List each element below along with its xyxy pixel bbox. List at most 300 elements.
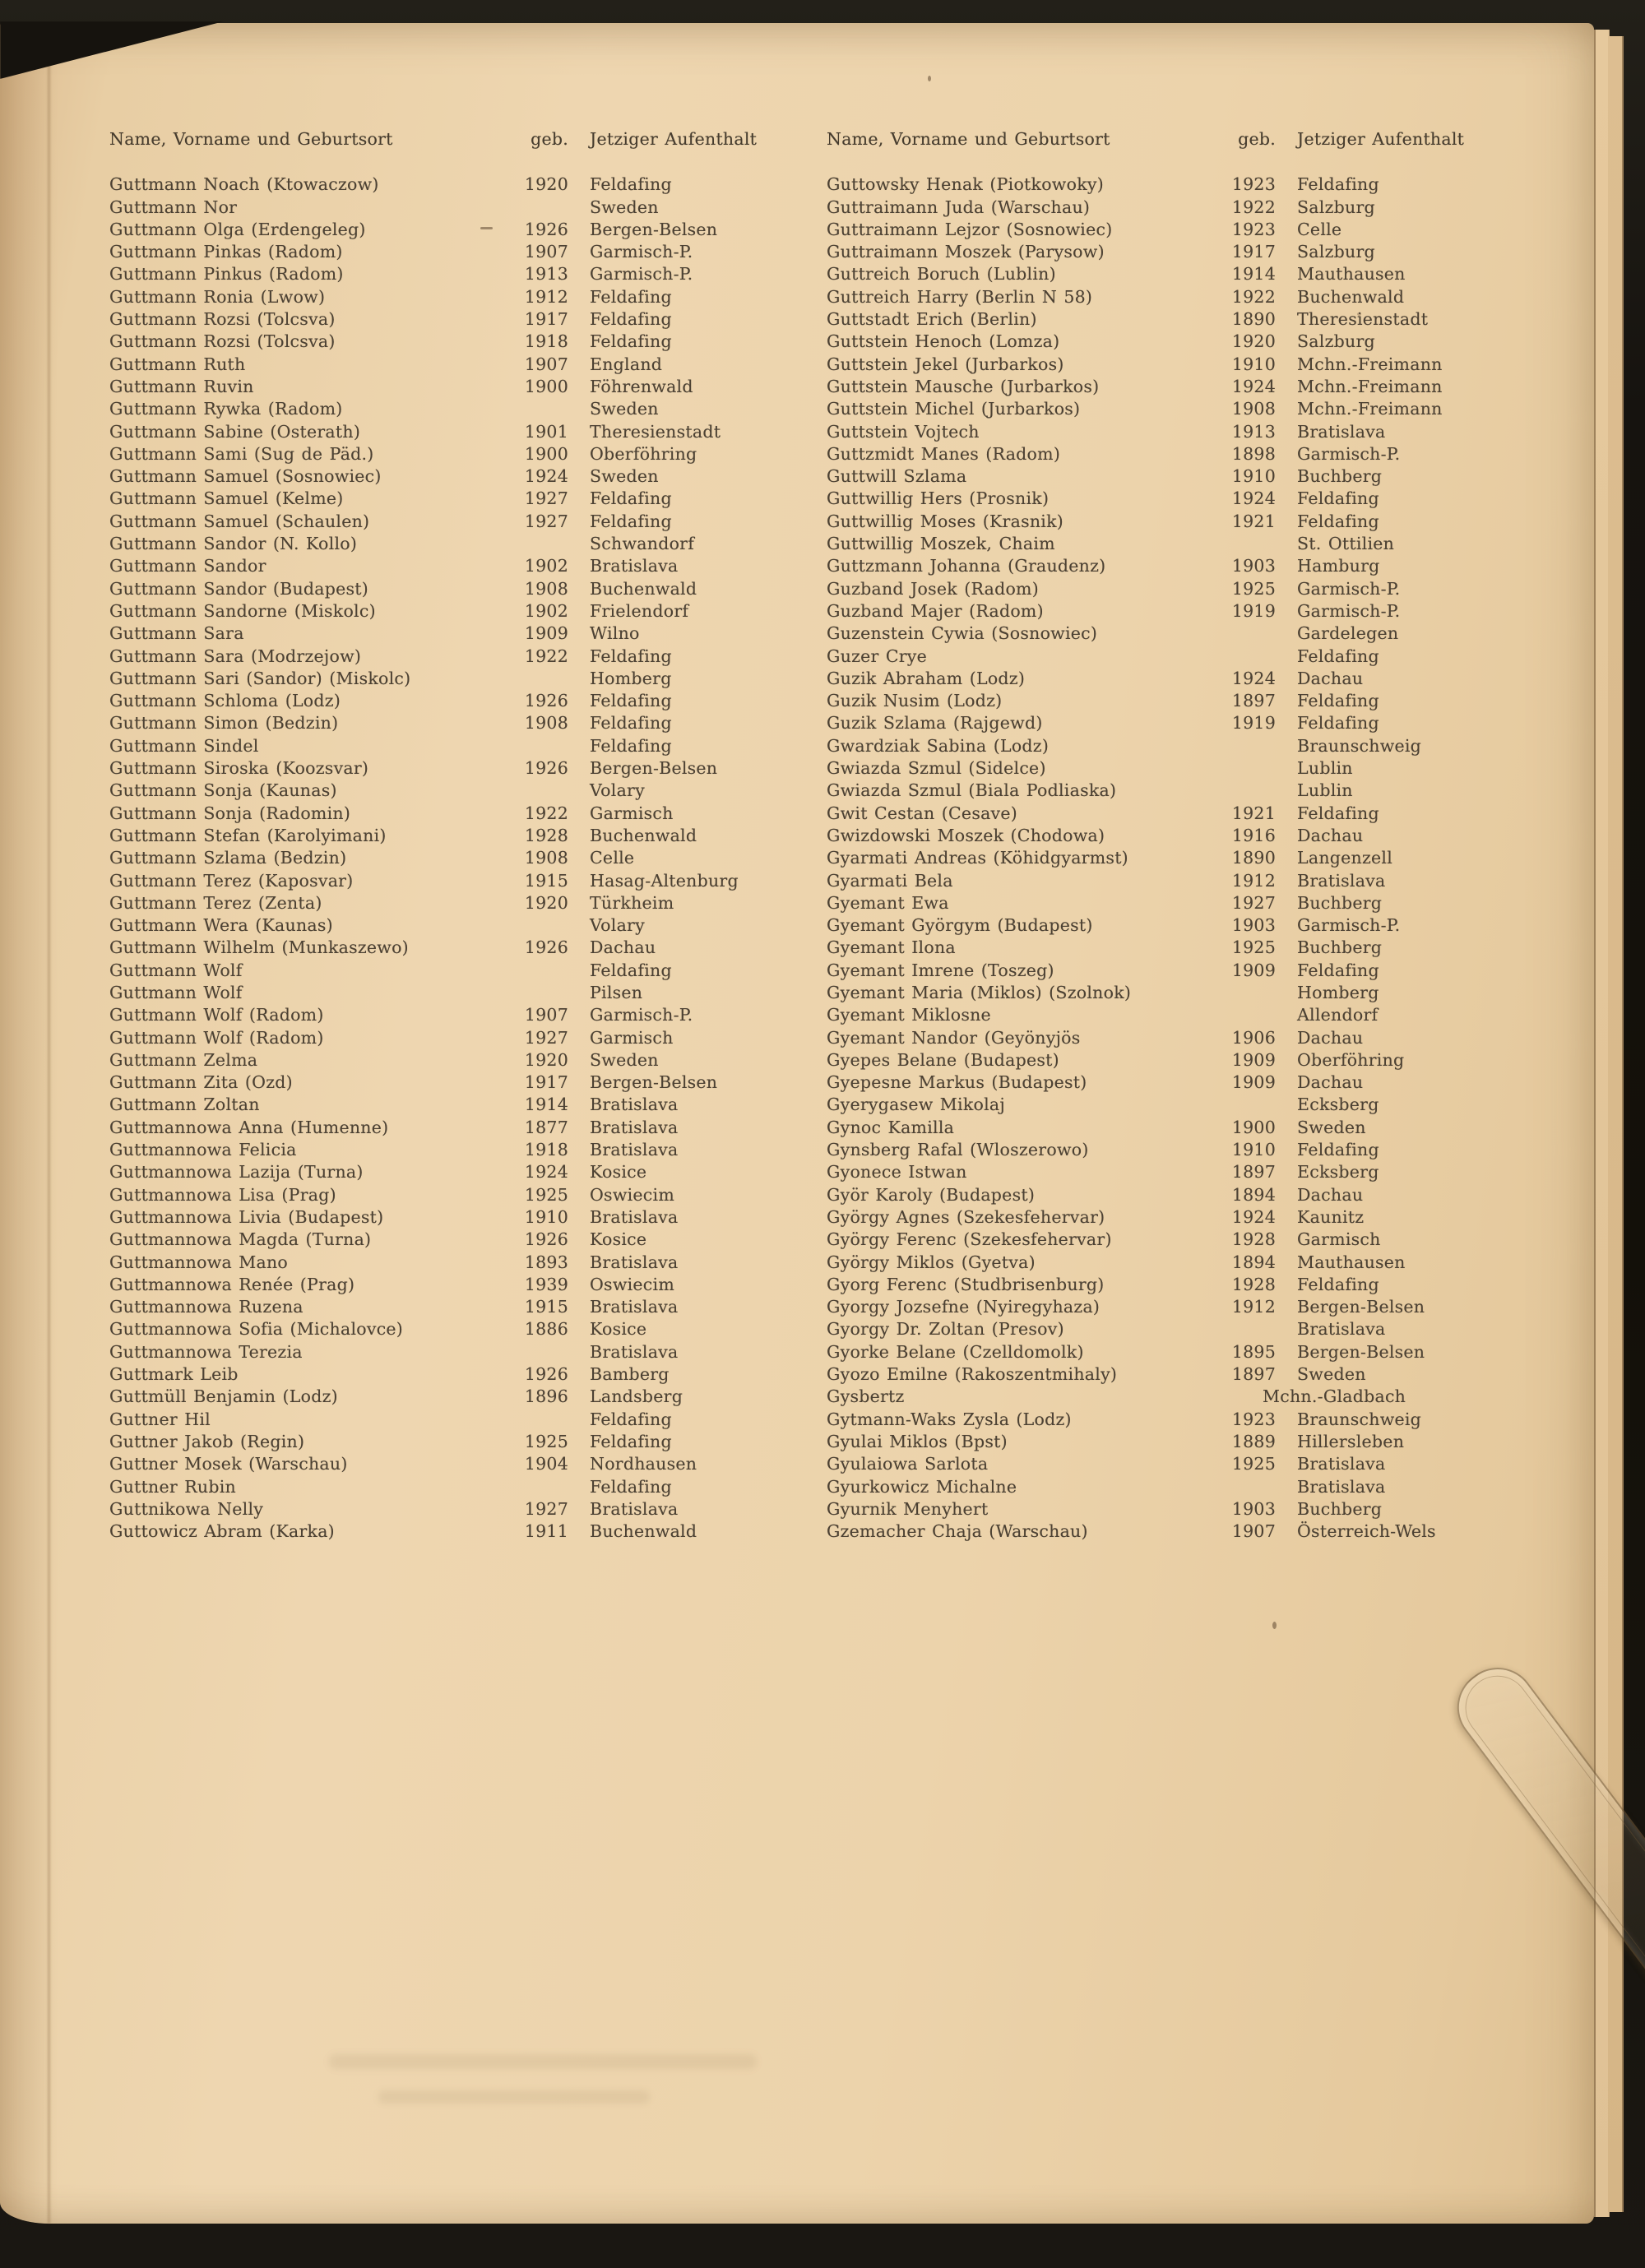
table-row bbox=[109, 1139, 836, 1161]
entry-place: Bratislava bbox=[590, 1498, 679, 1519]
column-header bbox=[827, 128, 1544, 150]
register-column-left bbox=[109, 128, 836, 1543]
entry-name: Guttmann Schloma (Lodz) bbox=[109, 691, 341, 711]
entry-place: Bratislava bbox=[590, 1095, 679, 1115]
entry-place: Feldafing bbox=[590, 488, 672, 509]
entry-year: 1915 bbox=[524, 1297, 568, 1317]
entry-name: Guttwillig Moszek, Chaim bbox=[827, 534, 1055, 554]
entry-name: Guttwillig Hers (Prosnik) bbox=[827, 488, 1050, 509]
entry-name: Guttowsky Henak (Piotkowoky) bbox=[827, 174, 1104, 195]
entry-place: Garmisch bbox=[590, 1027, 674, 1048]
entry-year: 1923 bbox=[1231, 174, 1276, 195]
entry-place: Feldafing bbox=[590, 286, 672, 307]
table-row bbox=[109, 1094, 836, 1116]
entry-place: Feldafing bbox=[590, 1409, 672, 1429]
entry-name: Guttmann Wera (Kaunas) bbox=[109, 915, 333, 936]
entry-year bbox=[1230, 533, 1276, 555]
entry-place: Buchberg bbox=[1297, 937, 1383, 958]
table-row bbox=[109, 1117, 836, 1139]
entry-place: Bergen-Belsen bbox=[1297, 1341, 1425, 1362]
entry-year: 1919 bbox=[1231, 600, 1276, 621]
table-row bbox=[109, 960, 836, 982]
entry-year bbox=[522, 197, 568, 219]
entry-place: Feldafing bbox=[1297, 488, 1379, 509]
entry-place: Feldafing bbox=[1297, 960, 1379, 980]
entry-year bbox=[522, 780, 568, 802]
entry-place: Dachau bbox=[590, 937, 656, 958]
entry-name: Gzemacher Chaja (Warschau) bbox=[827, 1521, 1088, 1542]
entry-place: Feldafing bbox=[1297, 1274, 1379, 1294]
table-row bbox=[827, 465, 1544, 488]
entry-place: Feldafing bbox=[1297, 646, 1379, 666]
entry-year bbox=[522, 735, 568, 757]
entry-place: Landsberg bbox=[590, 1386, 683, 1407]
entry-name: Guttmann Terez (Zenta) bbox=[109, 892, 322, 913]
entry-place: Mauthausen bbox=[1297, 1252, 1406, 1272]
entry-name: Guttmannowa Lisa (Prag) bbox=[109, 1184, 336, 1205]
entry-place: Salzburg bbox=[1297, 331, 1375, 352]
entry-place: Kosice bbox=[590, 1319, 647, 1340]
entry-name: Guttnikowa Nelly bbox=[109, 1498, 264, 1519]
entry-place: Feldafing bbox=[1297, 803, 1379, 823]
entry-year: 1927 bbox=[524, 1498, 568, 1519]
entry-year: 1900 bbox=[524, 376, 568, 396]
entry-place: Bratislava bbox=[590, 1117, 679, 1137]
entry-name: Guttmann Sabine (Osterath) bbox=[109, 421, 361, 442]
entry-place: Pilsen bbox=[590, 982, 643, 1002]
entry-name: Guttzmann Johanna (Graudenz) bbox=[827, 556, 1106, 576]
entry-name: Guttner Hil bbox=[109, 1409, 211, 1429]
entry-name: Gyarmati Bela bbox=[827, 870, 953, 891]
entry-name: Guttmann Sandor (Budapest) bbox=[109, 578, 369, 599]
entry-year bbox=[522, 533, 568, 555]
table-row bbox=[109, 197, 836, 219]
entry-place: Bratislava bbox=[590, 556, 679, 576]
entry-year: 1920 bbox=[524, 174, 568, 195]
table-row bbox=[827, 1498, 1544, 1520]
entry-name: Guttraimann Moszek (Parysow) bbox=[827, 242, 1105, 262]
entry-year: 1908 bbox=[524, 578, 568, 599]
table-row bbox=[827, 376, 1544, 398]
entry-name: Guzik Szlama (Rajgewd) bbox=[827, 713, 1043, 734]
table-row bbox=[109, 982, 836, 1004]
entry-place: Buchenwald bbox=[590, 825, 697, 845]
entry-year bbox=[1230, 982, 1276, 1004]
table-row bbox=[827, 960, 1544, 982]
table-row bbox=[827, 308, 1544, 331]
entry-name: Guttmann Sonja (Kaunas) bbox=[109, 780, 337, 801]
table-row bbox=[827, 511, 1544, 533]
entry-name: Guttmann Sara (Modrzejow) bbox=[109, 646, 362, 666]
entry-name: Guttner Jakob (Regin) bbox=[109, 1431, 305, 1451]
entry-place: Feldafing bbox=[590, 331, 672, 352]
entry-name: Gyulai Miklos (Bpst) bbox=[827, 1431, 1008, 1451]
entry-name: Guttmannowa Renée (Prag) bbox=[109, 1274, 355, 1294]
entry-name: Gyurkowicz Michalne bbox=[827, 1476, 1017, 1497]
entry-name: Gyurnik Menyhert bbox=[827, 1498, 989, 1519]
header-name-label: Name, Vorname und Geburtsort bbox=[827, 129, 1110, 149]
entry-name: Gysbertz bbox=[827, 1386, 905, 1407]
entry-year: 1910 bbox=[524, 1206, 568, 1227]
entry-place: Nordhausen bbox=[590, 1454, 697, 1474]
entry-name: Guttmann Rozsi (Tolcsva) bbox=[109, 309, 336, 330]
entry-name: Guttmann Rywka (Radom) bbox=[109, 399, 343, 419]
entry-place: Salzburg bbox=[1297, 242, 1375, 262]
entry-name: Guzer Crye bbox=[827, 646, 928, 666]
entry-year: 1924 bbox=[524, 466, 568, 487]
entry-year: 1907 bbox=[524, 354, 568, 374]
entry-year: 1890 bbox=[1231, 309, 1276, 330]
entry-name: Guttreich Boruch (Lublin) bbox=[827, 264, 1056, 285]
table-row bbox=[827, 1386, 1544, 1408]
table-row bbox=[827, 488, 1544, 510]
table-row bbox=[827, 1004, 1544, 1026]
entry-name: Gwizdowski Moszek (Chodowa) bbox=[827, 825, 1105, 845]
entry-year: 1927 bbox=[524, 488, 568, 509]
entry-year: 1897 bbox=[1231, 691, 1276, 711]
table-row bbox=[109, 1161, 836, 1183]
column-header bbox=[109, 128, 836, 150]
entry-place: Buchberg bbox=[1297, 1498, 1383, 1519]
entry-name: Guttmannowa Sofia (Michalovce) bbox=[109, 1319, 404, 1340]
entry-place: Buchenwald bbox=[590, 578, 697, 599]
entry-year: 1910 bbox=[1231, 466, 1276, 487]
entry-name: Guttstein Jekel (Jurbarkos) bbox=[827, 354, 1064, 374]
entry-place: Bratislava bbox=[1297, 1476, 1386, 1497]
header-geb-label: geb. bbox=[1238, 129, 1276, 149]
entry-place: Feldafing bbox=[1297, 174, 1379, 195]
entry-year: 1903 bbox=[1231, 1498, 1276, 1519]
table-row bbox=[109, 1520, 836, 1543]
table-row bbox=[827, 803, 1544, 825]
entry-year: 1909 bbox=[1231, 1072, 1276, 1093]
entry-year bbox=[1230, 1094, 1276, 1116]
entry-name: Guttmann Ronia (Lwow) bbox=[109, 286, 326, 307]
header-aufenthalt-label: Jetziger Aufenthalt bbox=[590, 129, 758, 149]
entry-year: 1926 bbox=[524, 691, 568, 711]
table-row bbox=[827, 1409, 1544, 1431]
entry-year bbox=[522, 960, 568, 982]
table-row bbox=[827, 1139, 1544, 1161]
entry-name: Gyemant Ilona bbox=[827, 937, 956, 958]
entry-name: Guttmann Wilhelm (Munkaszewo) bbox=[109, 937, 409, 958]
entry-place: Garmisch-P. bbox=[590, 242, 693, 262]
table-row bbox=[109, 1229, 836, 1251]
entry-year: 1894 bbox=[1231, 1252, 1276, 1272]
entry-place: Feldafing bbox=[1297, 713, 1379, 734]
table-row bbox=[109, 354, 836, 376]
table-row bbox=[109, 1004, 836, 1026]
entry-place: Feldafing bbox=[590, 511, 672, 531]
entry-year bbox=[522, 668, 568, 690]
entry-place: Buchenwald bbox=[590, 1521, 697, 1542]
table-row bbox=[109, 1386, 836, 1408]
table-row bbox=[109, 331, 836, 353]
entry-year: 1922 bbox=[524, 803, 568, 823]
entry-name: Guttwillig Moses (Krasnik) bbox=[827, 511, 1064, 531]
entry-year: 1924 bbox=[1231, 488, 1276, 509]
entry-year: 1924 bbox=[1231, 376, 1276, 396]
table-row bbox=[827, 982, 1544, 1004]
entry-place: Bratislava bbox=[1297, 870, 1386, 891]
entry-place: Sweden bbox=[590, 399, 659, 419]
entry-place: England bbox=[590, 354, 663, 374]
table-row bbox=[827, 870, 1544, 892]
table-row bbox=[109, 443, 836, 465]
entry-place: Dachau bbox=[1297, 1027, 1364, 1048]
entry-name: Gyemant Maria (Miklos) (Szolnok) bbox=[827, 982, 1132, 1002]
entry-name: Guttreich Harry (Berlin N 58) bbox=[827, 286, 1093, 307]
entry-place: Sweden bbox=[1297, 1117, 1366, 1137]
entry-place: Salzburg bbox=[1297, 197, 1375, 217]
entry-year: 1922 bbox=[524, 646, 568, 666]
entry-name: Guttmann Ruvin bbox=[109, 376, 254, 396]
table-row bbox=[109, 555, 836, 577]
entry-place: Ecksberg bbox=[1297, 1162, 1379, 1183]
entry-place: Frielendorf bbox=[590, 600, 689, 621]
entry-name: Guttmannowa Ruzena bbox=[109, 1297, 304, 1317]
entry-year bbox=[1230, 1004, 1276, 1026]
entry-place: Dachau bbox=[1297, 1072, 1364, 1093]
entry-name: Guttmann Pinkas (Radom) bbox=[109, 242, 343, 262]
entry-place: Türkheim bbox=[590, 892, 674, 913]
table-row bbox=[827, 1049, 1544, 1072]
entry-name: Guttmann Wolf bbox=[109, 960, 243, 980]
table-row bbox=[827, 1117, 1544, 1139]
table-row bbox=[109, 780, 836, 802]
show-through-text bbox=[280, 2048, 921, 2146]
entry-place: Föhrenwald bbox=[590, 376, 693, 396]
entry-year: 1910 bbox=[1231, 354, 1276, 374]
entry-name: Gyemant Györgym (Budapest) bbox=[827, 915, 1093, 936]
table-row bbox=[109, 286, 836, 308]
entry-place: Kosice bbox=[590, 1229, 647, 1250]
table-row bbox=[827, 1161, 1544, 1183]
table-row bbox=[827, 1252, 1544, 1274]
table-row bbox=[109, 1296, 836, 1318]
entry-place: Bergen-Belsen bbox=[590, 219, 718, 239]
entry-name: Guttmann Noach (Ktowaczow) bbox=[109, 174, 379, 195]
entry-name: Gwit Cestan (Cesave) bbox=[827, 803, 1018, 823]
entry-place: Feldafing bbox=[1297, 691, 1379, 711]
entry-year: 1921 bbox=[1231, 803, 1276, 823]
entry-name: Gyarmati Andreas (Köhidgyarmst) bbox=[827, 848, 1128, 868]
entry-name: Gynsberg Rafal (Wloszerowo) bbox=[827, 1140, 1089, 1160]
entry-name: Gyerygasew Mikolaj bbox=[827, 1095, 1005, 1115]
entry-name: Györ Karoly (Budapest) bbox=[827, 1184, 1036, 1205]
entry-year: 1924 bbox=[1231, 668, 1276, 688]
table-row bbox=[109, 308, 836, 331]
entry-place: Bergen-Belsen bbox=[1297, 1297, 1425, 1317]
entry-place: Gardelegen bbox=[1297, 623, 1399, 644]
entry-name: György Ferenc (Szekesfehervar) bbox=[827, 1229, 1112, 1250]
entry-year: 1896 bbox=[524, 1386, 568, 1407]
entry-year bbox=[1230, 1318, 1276, 1340]
entry-place: Ecksberg bbox=[1297, 1095, 1379, 1115]
entry-name: Guzband Josek (Radom) bbox=[827, 578, 1039, 599]
entry-place: Oberföhring bbox=[1297, 1049, 1405, 1070]
entries-list bbox=[109, 174, 836, 1543]
entry-name: Guttmann Sandor bbox=[109, 556, 266, 576]
entry-name: Guttmann Pinkus (Radom) bbox=[109, 264, 344, 285]
entry-year: 1912 bbox=[1231, 1297, 1276, 1317]
entry-name: Guttraimann Lejzor (Sosnowiec) bbox=[827, 219, 1113, 239]
entry-year: 1908 bbox=[524, 713, 568, 734]
entry-name: Gyepesne Markus (Budapest) bbox=[827, 1072, 1087, 1093]
table-row bbox=[827, 263, 1544, 285]
table-row bbox=[109, 1184, 836, 1206]
entry-year: 1928 bbox=[1231, 1229, 1276, 1250]
entry-year: 1910 bbox=[1231, 1140, 1276, 1160]
entry-place: Garmisch bbox=[1297, 1229, 1381, 1250]
table-row bbox=[109, 1274, 836, 1296]
entry-name: Guttmann Szlama (Bedzin) bbox=[109, 848, 347, 868]
entry-place: Langenzell bbox=[1297, 848, 1393, 868]
table-row bbox=[109, 1409, 836, 1431]
table-row bbox=[109, 825, 836, 847]
entry-name: Guzenstein Cywia (Sosnowiec) bbox=[827, 623, 1098, 644]
table-row bbox=[109, 1453, 836, 1475]
entry-name: Guttmann Ruth bbox=[109, 354, 246, 374]
entry-place: Feldafing bbox=[590, 1476, 672, 1497]
entry-place: Feldafing bbox=[590, 960, 672, 980]
entry-name: Gwiazda Szmul (Sidelce) bbox=[827, 758, 1046, 779]
entry-name: Guttmann Samuel (Sosnowiec) bbox=[109, 466, 382, 487]
entry-place: St. Ottilien bbox=[1297, 534, 1395, 554]
table-row bbox=[827, 1274, 1544, 1296]
entry-year: 1902 bbox=[524, 556, 568, 576]
entry-place: Celle bbox=[590, 848, 635, 868]
entry-name: Guttmann Sara bbox=[109, 623, 244, 644]
entry-place: Garmisch-P. bbox=[590, 264, 693, 285]
entry-year: 1926 bbox=[524, 758, 568, 779]
entry-name: Guttmann Sandor (N. Kollo) bbox=[109, 534, 358, 554]
entry-name: Guttmann Zelma bbox=[109, 1049, 258, 1070]
entry-name: Gyemant Imrene (Toszeg) bbox=[827, 960, 1054, 980]
entry-name: Gyorgy Dr. Zoltan (Presov) bbox=[827, 1319, 1064, 1340]
entry-year: 1894 bbox=[1231, 1184, 1276, 1205]
entry-year bbox=[1230, 1476, 1276, 1498]
table-row bbox=[109, 533, 836, 555]
entry-year bbox=[1230, 780, 1276, 802]
entry-name: Gyemant Ewa bbox=[827, 892, 949, 913]
entry-place: Volary bbox=[590, 780, 645, 801]
entry-name: Guttstein Henoch (Lomza) bbox=[827, 331, 1060, 352]
entry-name: Gwiazda Szmul (Biala Podliaska) bbox=[827, 780, 1117, 801]
entry-name: Guttmann Sindel bbox=[109, 735, 259, 756]
table-row bbox=[827, 1229, 1544, 1251]
entry-name: Guttmannowa Magda (Turna) bbox=[109, 1229, 372, 1250]
entry-year: 1901 bbox=[524, 421, 568, 442]
entry-place: Buchberg bbox=[1297, 892, 1383, 913]
table-row bbox=[827, 600, 1544, 623]
entry-name: Guttmann Wolf (Radom) bbox=[109, 1027, 324, 1048]
entry-year: 1916 bbox=[1231, 825, 1276, 845]
entry-year: 1925 bbox=[524, 1431, 568, 1451]
entry-year: 1913 bbox=[1231, 421, 1276, 442]
entry-place: Feldafing bbox=[590, 735, 672, 756]
entry-place: Mauthausen bbox=[1297, 264, 1406, 285]
table-row bbox=[827, 1206, 1544, 1229]
table-row bbox=[109, 1318, 836, 1340]
entry-place: Garmisch-P. bbox=[1297, 915, 1401, 936]
entry-name: Guttstadt Erich (Berlin) bbox=[827, 309, 1037, 330]
entry-name: Guttmann Siroska (Koozsvar) bbox=[109, 758, 369, 779]
entry-place: Mchn.-Freimann bbox=[1297, 354, 1443, 374]
entry-name: György Agnes (Szekesfehervar) bbox=[827, 1206, 1105, 1227]
entry-place: Garmisch-P. bbox=[1297, 578, 1401, 599]
entry-year: 1917 bbox=[1231, 242, 1276, 262]
entry-name: Guttmann Wolf (Radom) bbox=[109, 1005, 324, 1025]
entry-name: Guttmüll Benjamin (Lodz) bbox=[109, 1386, 338, 1407]
table-row bbox=[827, 1341, 1544, 1363]
entry-year: 1900 bbox=[1231, 1117, 1276, 1137]
entry-name: György Miklos (Gyetva) bbox=[827, 1252, 1036, 1272]
entry-year: 1924 bbox=[524, 1162, 568, 1183]
entry-year: 1907 bbox=[524, 242, 568, 262]
entry-place: Bratislava bbox=[1297, 1454, 1386, 1474]
entry-year: 1886 bbox=[524, 1319, 568, 1340]
entry-year: 1927 bbox=[524, 1027, 568, 1048]
table-row bbox=[827, 1520, 1544, 1543]
entry-name: Guttmann Terez (Kaposvar) bbox=[109, 870, 354, 891]
entry-place: Feldafing bbox=[590, 646, 672, 666]
table-row bbox=[827, 1363, 1544, 1386]
entry-name: Guttmann Rozsi (Tolcsva) bbox=[109, 331, 336, 352]
entry-year: 1877 bbox=[524, 1117, 568, 1137]
table-row bbox=[827, 174, 1544, 196]
entry-place: Oberföhring bbox=[590, 443, 697, 464]
entry-year: 1919 bbox=[1231, 713, 1276, 734]
entry-place: Bratislava bbox=[1297, 421, 1386, 442]
entry-year: 1908 bbox=[1231, 399, 1276, 419]
entry-year: 1921 bbox=[1231, 511, 1276, 531]
entry-name: Guzik Abraham (Lodz) bbox=[827, 668, 1026, 688]
entry-place: Mchn.-Freimann bbox=[1297, 399, 1443, 419]
table-row bbox=[827, 1184, 1544, 1206]
entry-year: 1912 bbox=[1231, 870, 1276, 891]
entry-year: 1893 bbox=[524, 1252, 568, 1272]
table-row bbox=[109, 892, 836, 914]
entry-name: Guttmann Sonja (Radomin) bbox=[109, 803, 351, 823]
entry-place: Bratislava bbox=[590, 1140, 679, 1160]
entry-year: 1927 bbox=[1231, 892, 1276, 913]
entry-place: Feldafing bbox=[590, 1431, 672, 1451]
table-row bbox=[109, 241, 836, 263]
entry-name: Guttmann Samuel (Kelme) bbox=[109, 488, 344, 509]
entry-place: Braunschweig bbox=[1297, 1409, 1422, 1429]
entry-year: 1920 bbox=[1231, 331, 1276, 352]
entry-year: 1914 bbox=[524, 1095, 568, 1115]
table-row bbox=[109, 937, 836, 959]
show-through-line bbox=[329, 2054, 757, 2069]
entry-place: Sweden bbox=[590, 197, 659, 217]
table-row bbox=[109, 1072, 836, 1094]
entry-place: Garmisch-P. bbox=[1297, 600, 1401, 621]
entry-year: 1909 bbox=[1231, 1049, 1276, 1070]
entry-year: 1912 bbox=[524, 286, 568, 307]
table-row bbox=[109, 376, 836, 398]
entry-year: 1897 bbox=[1231, 1364, 1276, 1385]
table-row bbox=[109, 1363, 836, 1386]
entry-name: Guttstein Vojtech bbox=[827, 421, 980, 442]
entry-name: Guttner Mosek (Warschau) bbox=[109, 1454, 348, 1474]
entry-year: 1903 bbox=[1231, 556, 1276, 576]
table-row bbox=[827, 241, 1544, 263]
entry-year: 1900 bbox=[524, 443, 568, 464]
entry-name: Guttmark Leib bbox=[109, 1364, 239, 1385]
table-row bbox=[827, 712, 1544, 734]
